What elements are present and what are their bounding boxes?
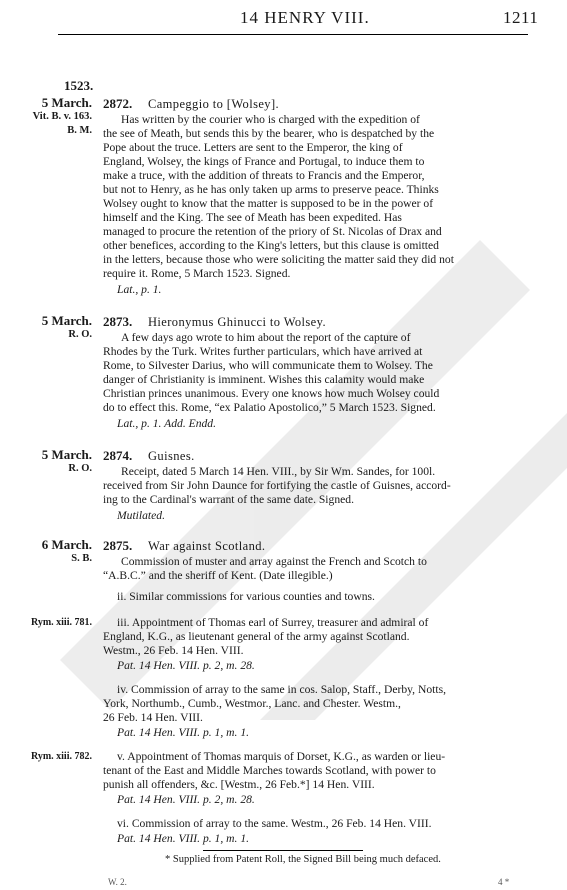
body-line: danger of Christianity is imminent. Wishes this calamity would make bbox=[103, 373, 425, 386]
entry-date: 6 March. bbox=[41, 537, 92, 552]
footnote-rule bbox=[203, 850, 363, 851]
signature-mark-left: W. 2. bbox=[108, 877, 127, 887]
body-line: Has written by the courier who is charged with the expedition of bbox=[121, 113, 420, 126]
header-rule bbox=[58, 34, 528, 35]
body-line: England, Wolsey, the kings of France and Portugal, to induce them to bbox=[103, 155, 425, 168]
sub-entry-iv bbox=[103, 683, 528, 725]
entry-margin bbox=[22, 448, 92, 476]
running-header-title: 14 HENRY VIII. bbox=[240, 8, 370, 27]
entry-heading: War against Scotland. bbox=[148, 539, 266, 553]
body-line: Pope about the truce. Letters are sent to the Emperor, the king of bbox=[103, 141, 403, 154]
entry-body bbox=[103, 113, 528, 281]
body-line: “A.B.C.” and the sheriff of Kent. (Date illegible.) bbox=[103, 569, 333, 582]
entry-number: 2874. bbox=[103, 448, 133, 463]
body-line: require it. Rome, 5 March 1523. Signed. bbox=[103, 267, 291, 280]
body-line: managed to procure the retention of the priory of St. Nicolas of Drax and bbox=[103, 225, 442, 238]
body-line: Christian princes unanimous. Every one knows how much Wolsey could bbox=[103, 387, 440, 400]
sub-entry-note: Pat. 14 Hen. VIII. p. 2, m. 28. bbox=[117, 659, 255, 672]
body-line: iii. Appointment of Thomas earl of Surrey, treasurer and admiral of bbox=[117, 616, 429, 629]
entry-heading: Hieronymus Ghinucci to Wolsey. bbox=[148, 315, 326, 329]
sub-entry-v bbox=[103, 750, 528, 792]
entry-date: 5 March. bbox=[41, 447, 92, 462]
sub-entry-side-ref: Rym. xiii. 782. bbox=[30, 751, 92, 762]
body-line: Rome, to Silvester Darius, who will communicate them to Wolsey. The bbox=[103, 359, 433, 372]
entry-date: 5 March. bbox=[41, 95, 92, 110]
entry-source: Vit. B. v. 163. bbox=[32, 111, 92, 122]
entry-note: Lat., p. 1. Add. Endd. bbox=[117, 417, 216, 430]
page-number: 1211 bbox=[503, 8, 539, 27]
entry-heading: Guisnes. bbox=[148, 449, 195, 463]
body-line: ing to the Cardinal's warrant of the same date. Signed. bbox=[103, 493, 354, 506]
sub-entry-note: Pat. 14 Hen. VIII. p. 1, m. 1. bbox=[117, 726, 250, 739]
body-line: England, K.G., as lieutenant general of the army against Scotland. bbox=[103, 630, 410, 643]
body-line: York, Northumb., Cumb., Westmor., Lanc. and Chester. Westm., bbox=[103, 697, 401, 710]
entry-source: R. O. bbox=[68, 463, 92, 474]
sub-entry-note: Pat. 14 Hen. VIII. p. 1, m. 1. bbox=[117, 832, 250, 845]
body-line: A few days ago wrote to him about the report of the capture of bbox=[121, 331, 411, 344]
body-line: punish all offenders, &c. [Westm., 26 Feb.*] 14 Hen. VIII. bbox=[103, 778, 375, 791]
body-line: make a truce, with the addition of threats to Francis and the Emperor, bbox=[103, 169, 425, 182]
entry-body bbox=[103, 465, 528, 507]
body-line: tenant of the East and Middle Marches towards Scotland, with power to bbox=[103, 764, 436, 777]
entry-margin bbox=[22, 538, 92, 566]
entry-margin bbox=[22, 314, 92, 342]
body-line: Wolsey ought to know that the matter is supposed to be in the power of bbox=[103, 197, 434, 210]
entry-date: 5 March. bbox=[41, 313, 92, 328]
body-line: ii. Similar commissions for various counties and towns. bbox=[117, 590, 375, 603]
body-line: 26 Feb. 14 Hen. VIII. bbox=[103, 711, 203, 724]
entry-number: 2872. bbox=[103, 96, 133, 111]
sub-entry-note: Pat. 14 Hen. VIII. p. 2, m. 28. bbox=[117, 793, 255, 806]
entry-margin bbox=[22, 96, 92, 138]
entry-source: S. B. bbox=[71, 553, 92, 564]
footnote: * Supplied from Patent Roll, the Signed Bill being much defaced. bbox=[165, 854, 441, 865]
entry-number: 2875. bbox=[103, 538, 133, 553]
sub-entry-side-ref: Rym. xiii. 781. bbox=[30, 617, 92, 628]
entry-source: R. O. bbox=[68, 329, 92, 340]
body-line: in the letters, because those who were soliciting the matter said they did not bbox=[103, 253, 454, 266]
entry-body bbox=[103, 555, 528, 583]
body-line: do to effect this. Rome, “ex Palatio Apostolico,” 5 March 1523. Signed. bbox=[103, 401, 436, 414]
body-line: other benefices, according to the King's letters, but this clause is omitted bbox=[103, 239, 439, 252]
entry-note: Lat., p. 1. bbox=[117, 283, 162, 296]
body-line: himself and the King. The see of Meath has been expedited. Has bbox=[103, 211, 402, 224]
body-line: vi. Commission of array to the same. Westm., 26 Feb. 14 Hen. VIII. bbox=[117, 817, 432, 830]
body-line: Receipt, dated 5 March 14 Hen. VIII., by Sir Wm. Sandes, for 100l. bbox=[121, 465, 436, 478]
body-line: Westm., 26 Feb. 14 Hen. VIII. bbox=[103, 644, 244, 657]
sub-entry-vi bbox=[103, 817, 528, 831]
entry-heading: Campeggio to [Wolsey]. bbox=[148, 97, 280, 111]
entry-source: B. M. bbox=[67, 125, 92, 136]
body-line: received from Sir John Daunce for fortifying the castle of Guisnes, accord- bbox=[103, 479, 451, 492]
entry-number: 2873. bbox=[103, 314, 133, 329]
body-line: but not to Henry, as he has only taken up arms to preserve peace. Thinks bbox=[103, 183, 439, 196]
body-line: v. Appointment of Thomas marquis of Dorset, K.G., as warden or lieu- bbox=[117, 750, 446, 763]
body-line: Rhodes by the Turk. Writes further particulars, which have arrived at bbox=[103, 345, 423, 358]
body-line: Commission of muster and array against the French and Scotch to bbox=[121, 555, 427, 568]
body-line: iv. Commission of array to the same in cos. Salop, Staff., Derby, Notts, bbox=[117, 683, 446, 696]
entry-body bbox=[103, 331, 528, 415]
entry-note: Mutilated. bbox=[117, 509, 165, 522]
sub-entry-iii bbox=[103, 616, 528, 658]
year-label: 1523. bbox=[64, 78, 94, 93]
sub-entry-ii bbox=[103, 590, 528, 604]
signature-mark-right: 4 * bbox=[498, 877, 510, 887]
body-line: the see of Meath, but sends this by the bearer, who is despatched by the bbox=[103, 127, 435, 140]
